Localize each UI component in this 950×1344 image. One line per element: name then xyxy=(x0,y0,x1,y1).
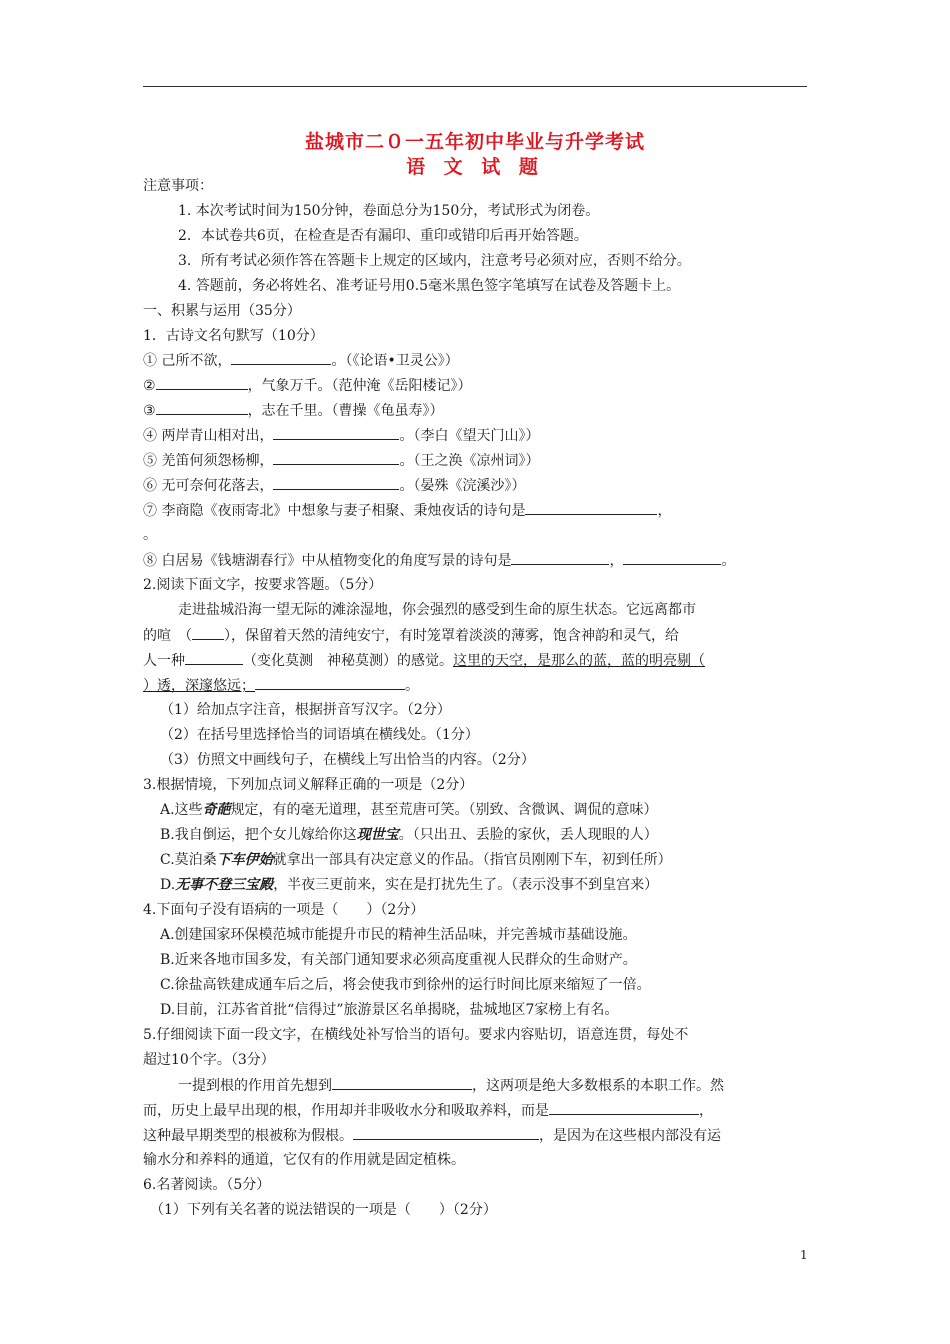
notice-item: 1. 本次考试时间为150分钟，卷面总分为150分，考试形式为闭卷。 xyxy=(178,203,600,219)
exam-subtitle: 语 文 试 题 xyxy=(406,156,544,178)
q1-item-3: ③ ，志在千里。（曹操《龟虽寿》） xyxy=(143,400,444,421)
answer-blank[interactable] xyxy=(156,400,248,415)
header-rule xyxy=(143,86,807,87)
notice-item: 2．本试卷共6页，在检查是否有漏印、重印或错印后再开始答题。 xyxy=(178,228,588,244)
answer-blank[interactable] xyxy=(623,550,721,565)
q4-option-d: D.目前，江苏省首批“信得过”旅游景区名单揭晓，盐城地区7家榜上有名。 xyxy=(160,1002,619,1018)
exam-title: 盐城市二０一五年初中毕业与升学考试 xyxy=(304,131,645,153)
q3-option-c: C.莫泊桑下车伊始就拿出一部具有决定意义的作品。（指官员刚刚下车，初到任所） xyxy=(160,852,672,868)
answer-blank[interactable] xyxy=(549,1100,699,1115)
notice-item: 4. 答题前，务必将姓名、准考证号用0.5毫米黑色签字笔填写在试卷及答题卡上。 xyxy=(178,278,681,294)
q1-item-5: ⑤ 羌笛何须怨杨柳， 。（王之涣《凉州词》） xyxy=(143,450,539,471)
q2-subquestion-1: （1）给加点字注音，根据拼音写汉字。（2分） xyxy=(160,702,451,718)
answer-blank[interactable] xyxy=(353,1125,539,1140)
section-heading: 一、积累与运用（35分） xyxy=(143,303,301,319)
answer-blank[interactable] xyxy=(273,425,399,440)
answer-blank[interactable] xyxy=(192,625,224,640)
q4-option-a: A.创建国家环保模范城市能提升市民的精神生活品味，并完善城市基础设施。 xyxy=(160,927,637,943)
question-3-heading: 3.根据情境，下列加点词义解释正确的一项是（2分） xyxy=(143,777,474,793)
question-2-heading: 2.阅读下面文字，按要求答题。（5分） xyxy=(143,577,383,593)
q2-subquestion-2: （2）在括号里选择恰当的词语填在横线处。（1分） xyxy=(160,727,479,743)
answer-blank[interactable] xyxy=(255,675,405,690)
question-1-heading: 1．古诗文名句默写（10分） xyxy=(143,328,324,344)
q5-passage-line: 而，历史上最早出现的根，作用却并非吸收水分和吸取养料，而是 ， xyxy=(143,1100,713,1121)
answer-blank[interactable] xyxy=(511,550,609,565)
answer-blank[interactable] xyxy=(273,450,399,465)
answer-blank[interactable] xyxy=(156,375,248,390)
answer-blank[interactable] xyxy=(525,500,657,515)
q1-item-6: ⑥ 无可奈何花落去， 。（晏殊《浣溪沙》） xyxy=(143,475,525,496)
q2-subquestion-3: （3）仿照文中画线句子，在横线上写出恰当的内容。（2分） xyxy=(160,752,535,768)
question-4-heading: 4.下面句子没有语病的一项是（ ）（2分） xyxy=(143,902,425,918)
q1-item-2: ② ，气象万千。（范仲淹《岳阳楼记》） xyxy=(143,375,472,396)
q5-passage-line: 这种最早期类型的根被称为假根。 ，是因为在这些根内部没有运 xyxy=(143,1125,721,1146)
q5-passage-line: 一提到根的作用首先想到 ，这两项是绝大多数根系的本职工作。然 xyxy=(178,1075,724,1096)
q1-item-7-end: 。 xyxy=(143,527,157,543)
q6-subquestion-1: （1）下列有关名著的说法错误的一项是（ ）（2分） xyxy=(150,1202,497,1218)
q5-passage-line: 输水分和养料的通道，它仅有的作用就是固定植株。 xyxy=(143,1152,465,1168)
q2-passage-line: 人一种 （变化莫测 神秘莫测）的感觉。这里的天空，是那么的蓝，蓝的明亮剔（ xyxy=(143,650,705,671)
answer-blank[interactable] xyxy=(332,1075,472,1090)
notice-item: 3．所有考试必须作答在答题卡上规定的区域内，注意考号必须对应，否则不给分。 xyxy=(178,253,691,269)
question-5-heading: 5.仔细阅读下面一段文字，在横线处补写恰当的语句。要求内容贴切，语意连贯，每处不 xyxy=(143,1027,689,1043)
q3-option-a: A.这些奇葩规定，有的毫无道理，甚至荒唐可笑。（别致、含微讽、调侃的意味） xyxy=(160,802,658,818)
page-number: 1 xyxy=(800,1248,808,1262)
q1-item-4: ④ 两岸青山相对出， 。（李白《望天门山》） xyxy=(143,425,539,446)
answer-blank[interactable] xyxy=(231,350,331,365)
q1-item-8: ⑧ 白居易《钱塘湖春行》中从植物变化的角度写景的诗句是 ， 。 xyxy=(143,550,735,571)
answer-blank[interactable] xyxy=(185,650,243,665)
question-5-heading-cont: 超过10个字。（3分） xyxy=(143,1052,275,1068)
q1-item-1: ① 己所不欲， 。（《论语•卫灵公》） xyxy=(143,350,459,371)
q3-option-d: D.无事不登三宝殿，半夜三更前来，实在是打扰先生了。（表示没事不到皇宫来） xyxy=(160,877,659,893)
answer-blank[interactable] xyxy=(273,475,399,490)
q2-passage-line: ）透，深邃悠远； 。 xyxy=(143,675,419,696)
q1-item-7: ⑦ 李商隐《夜雨寄北》中想象与妻子相聚、秉烛夜话的诗句是 ， xyxy=(143,500,671,521)
q2-passage-line: 走进盐城沿海一望无际的滩涂湿地，你会强烈的感受到生命的原生状态。它远离都市 xyxy=(178,602,696,618)
notice-heading: 注意事项： xyxy=(143,178,213,194)
q2-passage-line: 的喧 （ ），保留着天然的清纯安宁，有时笼罩着淡淡的薄雾，饱含神韵和灵气，给 xyxy=(143,625,679,646)
q4-option-c: C.徐盐高铁建成通车后之后，将会使我市到徐州的运行时间比原来缩短了一倍。 xyxy=(160,977,651,993)
q3-option-b: B.我自倒运，把个女儿嫁给你这现世宝。（只出丑、丢脸的家伙，丢人现眼的人） xyxy=(160,827,658,843)
question-6-heading: 6.名著阅读。（5分） xyxy=(143,1177,271,1193)
q4-option-b: B.近来各地市国多发，有关部门通知要求必须高度重视人民群众的生命财产。 xyxy=(160,952,637,968)
